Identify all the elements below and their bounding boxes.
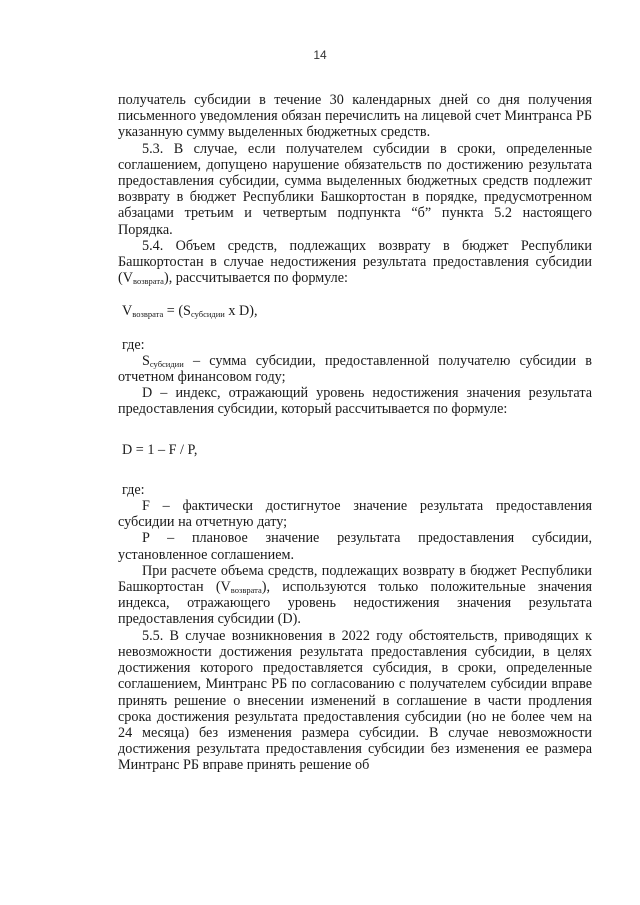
spacer [118,320,592,337]
text-segment: 5.5. В случае возникновения в 2022 году обстоятельств, приводящих к невозможности достижения результата предоставления субсидии, в целях достижения которого предоставляется субсидия, в сроки, определенные соглашением, Минтранс РБ по согласованию с получателем субсидии вправе принять решение о внесении изменений в соглашение в части продления срока достижения результата предоставления субсидии (но не более чем на 24 месяца) без изменения размера субсидии. В случае невозможности достижения результата предоставления субсидии без изменения ее размера Минтранс РБ вправе принять решение об [118,627,592,774]
paragraph [118,530,592,562]
formula-line [118,337,592,353]
paragraph [118,141,592,238]
spacer [118,286,592,303]
subscript: субсидии [149,358,184,369]
spacer [118,418,592,442]
text-segment: получатель субсидии в течение 30 календарных дней со дня получения письменного уведомления обязан перечислить на лицевой счет Минтранса РБ указанную сумму выделенных бюджетных средств. [118,92,592,141]
text-segment: D = 1 – F / P, [122,441,198,458]
text-segment: 5.4. Объем средств, подлежащих возврату в бюджет Республики Башкортостан в случае недостижения результата предоставления субсидии (V [118,237,592,287]
text-segment: При расчете объема средств, подлежащих возврату в бюджет Республики Башкортостан (V [118,562,592,596]
text-segment: 5.3. В случае, если получателем субсидии в сроки, определенные соглашением, допущено нарушение обязательств по достижению результата предоставления субсидии, сумма выделенных бюджетных средств подлежит возврату в бюджет Республики Башкортостан в порядке, предусмотренном абзацами третьим и четвертым подпункта “б” пункта 5.2 настоящего Порядка. [118,140,592,238]
paragraph [118,238,592,287]
page-number: 14 [313,48,327,62]
subscript: возврата [132,309,164,320]
text-segment: – сумма субсидии, предоставленной получателю субсидии в отчетном финансовом году; [118,352,592,386]
paragraph [118,498,592,530]
text-segment: P – плановое значение результата предоставления субсидии, установленное соглашением. [118,530,592,563]
text-segment: S [142,352,150,369]
text-segment: V [122,303,133,320]
text-segment: = (S [163,303,191,320]
spacer [118,458,592,482]
paragraph [118,628,592,774]
text-segment: ), рассчитывается по формуле: [163,270,348,287]
formula-line [118,303,592,319]
text-segment: x D), [224,303,258,320]
formula-line [118,482,592,498]
text-segment: F – фактически достигнутое значение результата предоставления субсидии на отчетную дату; [118,498,592,531]
paragraph [118,385,592,417]
text-segment: где: [122,481,145,498]
paragraph [118,92,592,141]
subscript: возврата [230,585,262,596]
paragraph [118,353,592,385]
subscript: субсидии [190,309,225,320]
formula-line [118,442,592,458]
document-body [118,92,592,774]
text-segment: D – индекс, отражающий уровень недостижения значения результата предоставления субсидии, который рассчитывается по формуле: [118,385,592,418]
text-segment: ), используются только положительные значения индекса, отражающего уровень недостижения значения результата предоставления субсидии (D). [118,579,592,628]
paragraph [118,563,592,628]
text-segment: где: [122,336,145,353]
subscript: возврата [132,276,164,287]
